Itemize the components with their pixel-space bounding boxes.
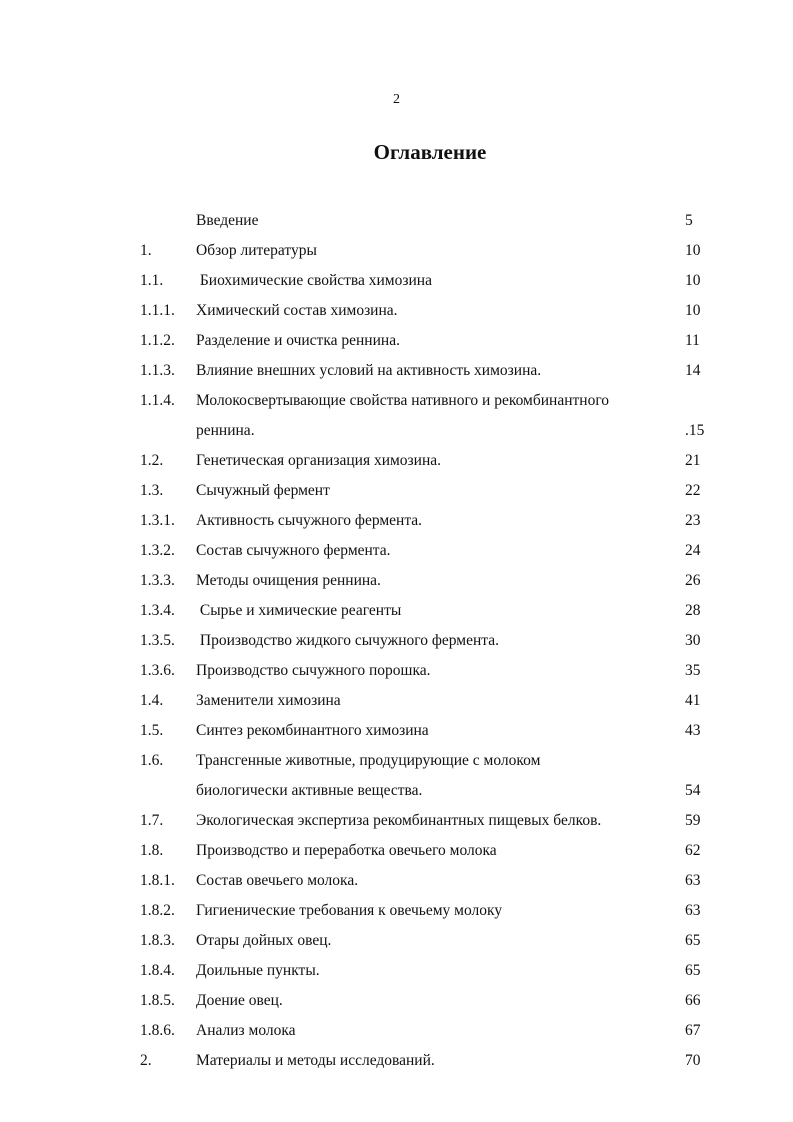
page-title: Оглавление [373,140,487,164]
toc-entry-number: 1.8.5. [140,992,175,1009]
toc-entry [0,538,793,568]
toc-entry-page: 22 [685,482,701,499]
toc-entry-page: 62 [685,842,701,859]
toc-entry-number: 1.3.2. [140,542,175,559]
toc-entry-page: 11 [685,332,700,349]
toc-entry-page: 70 [685,1052,701,1069]
toc-entry-page: 5 [685,212,693,229]
toc-entry-title: Молокосвертывающие свойства нативного и рекомбинантного [196,392,610,409]
toc-entry [0,988,793,1018]
toc-entry-title: Доильные пункты. [196,962,320,979]
toc-entry-title: Экологическая экспертиза рекомбинантных пищевых белков. [196,812,602,829]
toc-entry-number: 1.7. [140,812,164,829]
toc-entry [0,358,793,388]
toc-entry-page: 30 [685,632,701,649]
toc-entry [0,418,793,448]
toc-entry-title: Состав овечьего молока. [196,872,359,889]
toc-entry-number: 1.1.4. [140,392,175,409]
toc-entry-number: 1.3.4. [140,602,175,619]
toc-entry [0,568,793,598]
toc-entry-page: 59 [685,812,701,829]
toc-entry-title: Анализ молока [196,1022,296,1039]
toc-entry-page: 43 [685,722,701,739]
toc-entry-number: 1.8.4. [140,962,175,979]
toc-entry [0,718,793,748]
toc-entry-page: 67 [685,1022,701,1039]
toc-entry [0,508,793,538]
toc-entry-number: 1.2. [140,452,164,469]
toc-entry-title: Заменители химозина [196,692,341,709]
toc-entry-page: 28 [685,602,701,619]
toc-entry-title: Производство жидкого сычужного фермента. [196,632,499,649]
toc-entry-number: 1.3.6. [140,662,175,679]
toc-entry-number: 1.3. [140,482,164,499]
toc-entry [0,628,793,658]
toc-entry-title: Разделение и очистка реннина. [196,332,400,349]
toc-entry [0,598,793,628]
toc-entry-title: Производство сычужного порошка. [196,662,431,679]
toc-entry-number: 1.3.1. [140,512,175,529]
toc-entry-page: 21 [685,452,701,469]
toc-entry-title: Отары дойных овец. [196,932,332,949]
toc-entry-title: Состав сычужного фермента. [196,542,391,559]
toc-entry [0,298,793,328]
toc-entry-page: 63 [685,872,701,889]
toc-entry [0,448,793,478]
toc-entry-number: 1.1.3. [140,362,175,379]
toc-entry-title: Материалы и методы исследований. [196,1052,435,1069]
toc-entry [0,898,793,928]
toc-entry-title: Гигиенические требования к овечьему молоку [196,902,503,919]
toc-entry-title: Методы очищения реннина. [196,572,381,589]
toc-entry-title: Активность сычужного фермента. [196,512,423,529]
toc-entry [0,268,793,298]
toc-entry-title: Влияние внешних условий на активность химозина. [196,362,542,379]
toc-entry-number: 1.1. [140,272,164,289]
toc-entry-title: Введение [196,212,259,229]
toc-entry [0,748,793,778]
toc-entry-number: 1.4. [140,692,164,709]
toc-entry-number: 1.5. [140,722,164,739]
toc-entry-page: 66 [685,992,701,1009]
toc-entry [0,808,793,838]
toc-entry [0,868,793,898]
toc-entry-page: 35 [685,662,701,679]
page-number: 2 [393,92,400,107]
toc-entry-page: 24 [685,542,701,559]
toc-entry-page: 10 [685,272,701,289]
toc-entry [0,958,793,988]
toc-entry-page: 65 [685,962,701,979]
toc-entry-number: 1.6. [140,752,164,769]
toc-entry-page: .15 [685,422,705,439]
toc-entry-title: Трансгенные животные, продуцирующие с молоком [196,752,541,769]
toc-entry-number: 1.3.5. [140,632,175,649]
toc-entry-page: 54 [685,782,701,799]
toc-entry [0,658,793,688]
toc-entry-page: 41 [685,692,701,709]
toc-entry-page: 23 [685,512,701,529]
toc-entry-page: 63 [685,902,701,919]
toc-entry [0,838,793,868]
toc-entry-page: 65 [685,932,701,949]
toc-entry-number: 1.8. [140,842,164,859]
toc-entry-number: 1.8.6. [140,1022,175,1039]
toc-entry-number: 1.1.1. [140,302,175,319]
toc-entry-number: 1.8.3. [140,932,175,949]
toc-entry-title: биологически активные вещества. [196,782,423,799]
toc-entry [0,208,793,238]
toc-entry-title: Доение овец. [196,992,283,1009]
toc-entry-number: 2. [140,1052,152,1069]
toc-entry-title: Биохимические свойства химозина [196,272,432,289]
toc-entry-title: Синтез рекомбинантного химозина [196,722,429,739]
toc-entry-page: 14 [685,362,701,379]
toc-entry [0,328,793,358]
toc-entry [0,478,793,508]
toc-entry-number: 1.8.2. [140,902,175,919]
toc-entry-title: Сырье и химические реагенты [196,602,402,619]
toc-entry-number: 1. [140,242,152,259]
toc-entry [0,778,793,808]
table-of-contents [0,208,793,1078]
toc-entry-title: Химический состав химозина. [196,302,398,319]
toc-entry-title: Сычужный фермент [196,482,330,499]
toc-entry [0,1018,793,1048]
toc-entry-number: 1.8.1. [140,872,175,889]
toc-entry [0,688,793,718]
toc-entry-page: 10 [685,242,701,259]
toc-entry [0,388,793,418]
toc-entry-title: реннина. [196,422,255,439]
toc-entry [0,928,793,958]
toc-entry-title: Производство и переработка овечьего молока [196,842,497,859]
toc-entry-page: 26 [685,572,701,589]
toc-entry-page: 10 [685,302,701,319]
toc-entry-number: 1.3.3. [140,572,175,589]
toc-entry-title: Генетическая организация химозина. [196,452,442,469]
toc-entry [0,1048,793,1078]
toc-entry-number: 1.1.2. [140,332,175,349]
toc-entry [0,238,793,268]
toc-entry-title: Обзор литературы [196,242,317,259]
